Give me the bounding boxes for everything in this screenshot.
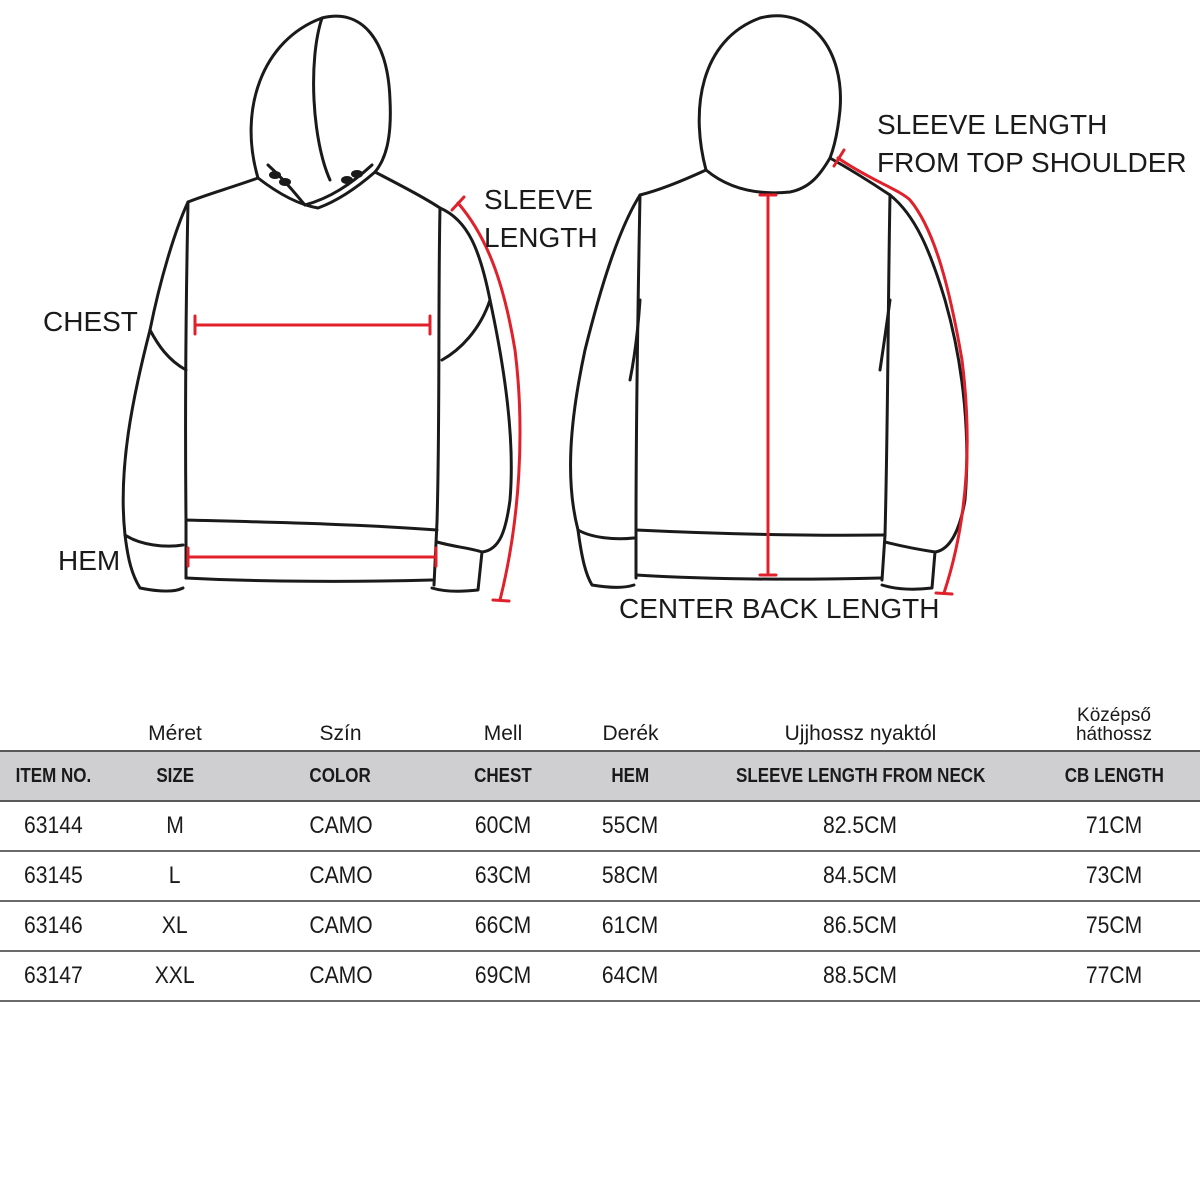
cell-item-no: [0, 801, 107, 851]
cell-text: 84.5CM: [823, 862, 898, 889]
header-item-no: [0, 751, 107, 801]
cell-hem: [568, 851, 693, 901]
header-color-text: COLOR: [309, 764, 372, 787]
hoodie-front-illustration: [123, 16, 511, 591]
cell-text: 63146: [24, 912, 83, 939]
cell-text: 69CM: [474, 962, 532, 989]
cell-text: 88.5CM: [823, 962, 898, 989]
cell-sleeve: [693, 851, 1028, 901]
sleeve-label-line1: SLEEVE: [484, 184, 593, 215]
hem-label: HEM: [58, 545, 121, 576]
cell-size: [107, 901, 243, 951]
hu-header-chest: Mell: [483, 722, 523, 745]
header-hem-text: HEM: [611, 764, 650, 787]
header-chest: [438, 751, 568, 801]
cell-text: 60CM: [474, 812, 532, 839]
center-back-measure-line: [760, 195, 776, 575]
cell-text: 55CM: [602, 812, 659, 839]
cell-chest: [438, 801, 568, 851]
cell-color: [243, 851, 438, 901]
cell-chest: [438, 901, 568, 951]
header-size-text: SIZE: [156, 764, 194, 787]
cell-text: 63144: [24, 812, 83, 839]
cell-sleeve: [693, 901, 1028, 951]
cell-hem: [568, 951, 693, 1001]
cell-item-no: [0, 951, 107, 1001]
hu-header-cb-length: [1028, 700, 1200, 751]
hu-header-hem: Derék: [602, 722, 659, 745]
cell-text: 64CM: [602, 962, 659, 989]
header-chest-text: CHEST: [474, 764, 532, 787]
sleeve-label-line2: LENGTH: [484, 222, 598, 253]
header-cb-length-text: CB LENGTH: [1064, 764, 1164, 787]
cell-text: 82.5CM: [823, 812, 898, 839]
sleeve-measure-line: [452, 197, 520, 601]
table-header-hungarian: [0, 700, 1200, 751]
cell-text: CAMO: [308, 912, 373, 939]
hu-header-sleeve: Ujjhossz nyaktól: [784, 722, 937, 745]
size-table: [0, 700, 1200, 1002]
hu-header-cb-line2: háthossz: [1075, 724, 1153, 745]
cell-hem: [568, 901, 693, 951]
header-item-no-text: ITEM NO.: [15, 764, 92, 787]
sleeve-top-label-line1: SLEEVE LENGTH: [877, 109, 1108, 140]
cell-item-no: [0, 901, 107, 951]
cell-text: L: [169, 862, 181, 889]
cell-text: 58CM: [602, 862, 659, 889]
cell-text: 63CM: [474, 862, 532, 889]
sleeve-top-label-line2: FROM TOP SHOULDER: [877, 147, 1187, 178]
cell-sleeve: [693, 801, 1028, 851]
header-color: [243, 751, 438, 801]
cell-cb-length: [1028, 851, 1200, 901]
header-hem: [568, 751, 693, 801]
cell-color: [243, 951, 438, 1001]
header-sleeve: [693, 751, 1028, 801]
cell-chest: [438, 951, 568, 1001]
table-row: [0, 851, 1200, 901]
cell-text: 63147: [24, 962, 83, 989]
table-header-english: [0, 751, 1200, 801]
cell-text: 73CM: [1085, 862, 1143, 889]
header-sleeve-text: SLEEVE LENGTH FROM NECK: [735, 764, 986, 787]
cell-text: 86.5CM: [823, 912, 898, 939]
cell-size: [107, 951, 243, 1001]
hu-header-color: Szín: [319, 722, 362, 745]
header-size: [107, 751, 243, 801]
center-back-label: CENTER BACK LENGTH: [619, 593, 940, 624]
cell-text: 66CM: [474, 912, 532, 939]
table-row: [0, 801, 1200, 851]
cell-item-no: [0, 851, 107, 901]
cell-size: [107, 801, 243, 851]
size-table-container: [0, 700, 1200, 1002]
cell-color: [243, 801, 438, 851]
header-cb-length: [1028, 751, 1200, 801]
cell-sleeve: [693, 951, 1028, 1001]
cell-cb-length: [1028, 901, 1200, 951]
table-row: [0, 951, 1200, 1001]
cell-chest: [438, 851, 568, 901]
cell-text: 75CM: [1085, 912, 1143, 939]
hu-header-size: Méret: [148, 722, 202, 745]
cell-text: XXL: [155, 962, 195, 989]
cell-text: CAMO: [308, 962, 373, 989]
cell-text: 77CM: [1085, 962, 1143, 989]
cell-cb-length: [1028, 801, 1200, 851]
cell-size: [107, 851, 243, 901]
cell-text: 71CM: [1085, 812, 1143, 839]
cell-text: 63145: [24, 862, 83, 889]
cell-text: CAMO: [308, 862, 373, 889]
cell-text: 61CM: [602, 912, 659, 939]
cell-text: M: [166, 812, 184, 839]
cell-cb-length: [1028, 951, 1200, 1001]
chest-measure-line: [195, 316, 430, 334]
hem-measure-line: [188, 548, 436, 566]
table-row: [0, 901, 1200, 951]
sleeve-top-measure-line: [834, 150, 967, 594]
cell-color: [243, 901, 438, 951]
hu-header-item: [0, 700, 107, 751]
cell-text: CAMO: [308, 812, 373, 839]
chest-label: CHEST: [43, 306, 138, 337]
cell-hem: [568, 801, 693, 851]
cell-text: XL: [162, 912, 188, 939]
hu-header-cb-line1: Középső: [1077, 705, 1151, 726]
